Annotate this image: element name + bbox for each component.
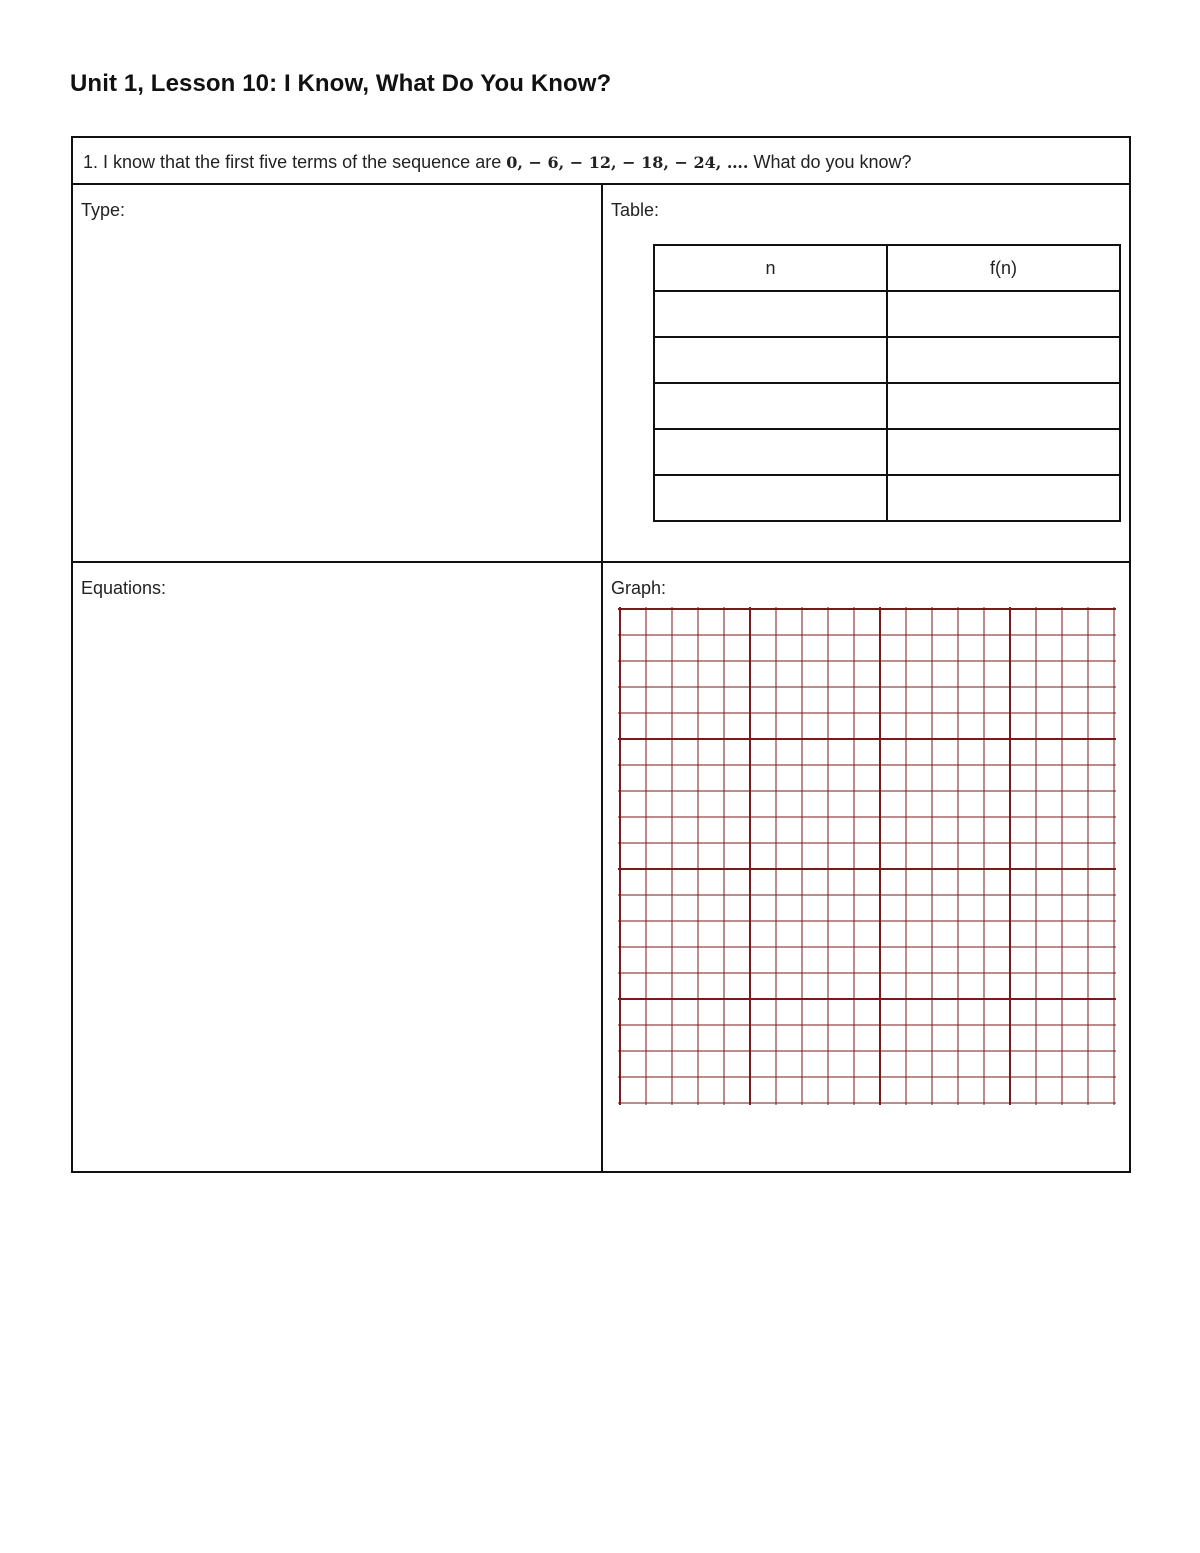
table-cell[interactable] <box>654 337 887 383</box>
type-label: Type: <box>81 200 126 220</box>
vertical-divider <box>601 183 603 1171</box>
equations-label: Equations: <box>81 578 167 598</box>
graph-label: Graph: <box>611 578 667 598</box>
table-cell[interactable] <box>654 291 887 337</box>
function-table <box>653 244 1121 522</box>
table-label: Table: <box>611 200 660 220</box>
question-row <box>73 138 1129 185</box>
question-suffix: What do you know? <box>748 152 912 172</box>
table-row <box>654 383 1120 429</box>
graph-grid[interactable] <box>618 607 1122 1111</box>
worksheet-frame <box>71 136 1131 1173</box>
table-row <box>654 429 1120 475</box>
table-cell[interactable] <box>887 291 1120 337</box>
table-header-row <box>654 245 1120 291</box>
horizontal-divider <box>73 561 1129 563</box>
sequence-terms: 0, − 6, − 12, − 18, − 24, …. <box>506 153 749 172</box>
table-row <box>654 475 1120 521</box>
table-row <box>654 337 1120 383</box>
table-cell[interactable] <box>887 475 1120 521</box>
question-text <box>83 152 912 173</box>
table-cell[interactable] <box>654 383 887 429</box>
table-header-fn: f(n) <box>887 245 1120 291</box>
table-header-n: n <box>654 245 887 291</box>
table-row <box>654 291 1120 337</box>
table-cell[interactable] <box>887 383 1120 429</box>
page-title: Unit 1, Lesson 10: I Know, What Do You Know? <box>70 70 612 97</box>
table-cell[interactable] <box>654 429 887 475</box>
table-cell[interactable] <box>654 475 887 521</box>
table-cell[interactable] <box>887 337 1120 383</box>
table-cell[interactable] <box>887 429 1120 475</box>
question-prefix: 1. I know that the first five terms of the sequence are <box>83 152 507 172</box>
